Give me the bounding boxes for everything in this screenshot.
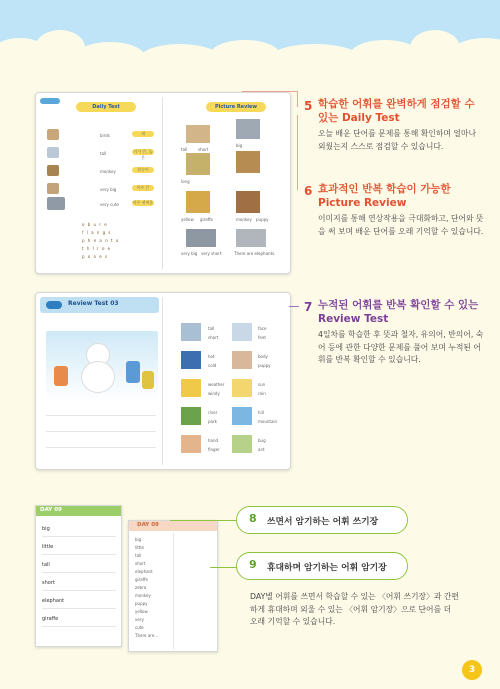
features-description: DAY별 어휘를 쓰면서 학습할 수 있는 〈어휘 쓰기장〉과 간편하게 휴대하며 외울 수 있는 〈어휘 암기장〉으로 단어를 더 오래 기억할 수 있습니다. <box>250 592 459 626</box>
writing-line <box>42 536 116 537</box>
writing-word-2: little <box>42 544 54 550</box>
review-image-short <box>236 151 260 173</box>
pocket-book <box>128 520 218 652</box>
review-image-elephant <box>186 229 216 247</box>
feature-8-connector <box>170 520 238 522</box>
spell-word-3: p h e a n t o <box>82 238 120 243</box>
daily-test-tab: Daily Test <box>76 102 136 112</box>
callout-7-title: 누적된 어휘를 반복 확인할 수 있는 Review Test <box>318 299 479 325</box>
feature-8-number: 8 <box>249 512 257 525</box>
child-figure <box>142 371 154 389</box>
callout-7 <box>304 298 484 367</box>
writing-book <box>35 505 122 647</box>
grid-label-6: windy <box>208 391 220 396</box>
review-image-big <box>236 119 260 139</box>
elephant-image <box>47 197 65 210</box>
grid-label-2: short <box>208 335 219 340</box>
answer-line <box>46 415 156 416</box>
review-test-title: Review Test 03 <box>68 300 119 307</box>
pocket-word-8: monkey <box>135 593 151 598</box>
spell-word-4: t h l r o e <box>82 246 112 251</box>
review-label-4: long <box>181 179 190 184</box>
writing-word-4: short <box>42 580 55 586</box>
grid-label-15: sun <box>258 382 266 387</box>
callout-5 <box>304 97 484 153</box>
pocket-word-12: cute <box>135 625 144 630</box>
grid-label-11: face <box>258 326 267 331</box>
pocket-word-7: zebra <box>135 585 147 590</box>
spelling-section <box>42 217 158 267</box>
callout-5-title: 학습한 어휘를 완벽하게 점검할 수 있는 Daily Test <box>318 98 475 124</box>
review-label-11: There are elephants. <box>234 251 276 256</box>
callout-6-number: 6 <box>304 184 313 198</box>
left-answer-3: 원숭이 <box>132 167 154 173</box>
left-word-1: birds <box>100 133 110 138</box>
cloud-shape <box>270 44 360 55</box>
grid-label-20: ant <box>258 447 265 452</box>
child-figure <box>126 361 140 383</box>
grid-label-19: bug <box>258 438 266 443</box>
callout-7-number: 7 <box>304 300 313 314</box>
review-label-5: yellow <box>181 217 194 222</box>
callout-line-6 <box>285 115 298 190</box>
callout-5-number: 5 <box>304 99 313 113</box>
grid-label-3: hot <box>208 354 215 359</box>
callout-6-desc: 이미지를 통해 연상작용을 극대화하고, 단어와 뜻을 써 보며 배운 단어를 오래 기억할 수 있습니다. <box>318 214 484 236</box>
grid-label-7: river <box>208 410 218 415</box>
grid-label-13: body <box>258 354 268 359</box>
pocket-book-day: DAY 09 <box>137 522 159 528</box>
pocket-word-3: tall <box>135 553 142 558</box>
grid-image-tall <box>181 323 201 341</box>
grid-label-9: hand <box>208 438 219 443</box>
callout-6 <box>304 182 484 238</box>
spell-word-1: o b u r e <box>82 222 108 227</box>
grid-label-18: mountain <box>258 419 278 424</box>
feature-9-pill <box>236 552 408 580</box>
left-word-3: monkey <box>100 169 116 174</box>
grid-image-river <box>181 407 201 425</box>
writing-word-6: giraffe <box>42 616 59 622</box>
pocket-divider <box>173 533 174 649</box>
left-answer-2: 키가 큰, 높은 <box>133 149 153 160</box>
review-label-1: tall <box>181 147 188 152</box>
left-word-5: very cute <box>100 202 119 207</box>
callout-5-desc: 오늘 배운 단어를 문제를 통해 확인하며 얼마나 외웠는지 스스로 점검할 수 있습니다. <box>318 129 476 151</box>
book-spread-review-test <box>35 292 291 470</box>
pocket-word-1: big <box>135 537 142 542</box>
left-word-2: tall <box>100 151 107 156</box>
review-label-10: puppy <box>256 217 269 222</box>
review-label-8: very short <box>201 251 222 256</box>
review-badge <box>46 301 62 309</box>
feature-8-title: 쓰면서 암기하는 어휘 쓰기장 <box>267 517 379 527</box>
writing-word-3: tall <box>42 562 50 568</box>
monkey-image <box>47 165 59 176</box>
header-band <box>0 0 500 55</box>
writing-line <box>42 590 116 591</box>
review-image-monkey <box>236 191 260 213</box>
pocket-word-13: There are... <box>135 633 159 638</box>
answer-line <box>46 431 156 432</box>
tall-image <box>47 147 59 158</box>
writing-line <box>42 554 116 555</box>
writing-word-5: elephant <box>42 598 65 604</box>
review-label-2: short <box>198 147 209 152</box>
review-image-giraffe <box>186 191 210 213</box>
feature-9-number: 9 <box>249 558 257 571</box>
grid-image-weather <box>181 379 201 397</box>
left-answer-4: 아주 큰 <box>132 185 154 191</box>
day-badge <box>40 98 60 104</box>
pocket-word-9: puppy <box>135 601 148 606</box>
callout-7-desc: 4일차를 학습한 후 뜻과 철자, 유의어, 반의어, 숙어 등에 관한 다양한 문제를 풀어 보며 누적된 어휘를 반복 확인할 수 있습니다. <box>318 330 484 364</box>
grid-label-12: feet <box>258 335 266 340</box>
writing-book-day: DAY 09 <box>40 507 62 513</box>
grid-label-14: puppy <box>258 363 271 368</box>
left-word-4: very big <box>100 187 117 192</box>
cloud-shape <box>140 44 220 55</box>
grid-image-sun <box>232 379 252 397</box>
spell-word-5: p o o e s <box>82 254 109 259</box>
matching-section <box>42 117 158 212</box>
writing-word-1: big <box>42 526 50 532</box>
spell-word-2: f l a n g s <box>82 230 112 235</box>
deer-image <box>47 183 59 194</box>
grid-label-17: hill <box>258 410 264 415</box>
review-image-tall <box>186 125 210 143</box>
writing-line <box>42 572 116 573</box>
writing-line <box>42 626 116 627</box>
left-answer-5: 아주 귀여운 <box>132 200 154 205</box>
pocket-word-5: elephant <box>135 569 153 574</box>
pocket-word-11: very <box>135 617 144 622</box>
feature-8-pill <box>236 506 408 534</box>
writing-line <box>42 608 116 609</box>
pocket-word-4: short <box>135 561 146 566</box>
review-image-long <box>186 153 210 175</box>
review-label-3: big <box>236 143 243 148</box>
grid-image-hill <box>232 407 252 425</box>
grid-image-hand <box>181 435 201 453</box>
callout-6-title: 효과적인 반복 학습이 가능한 Picture Review <box>318 183 451 209</box>
feature-9-connector <box>210 567 238 568</box>
book-spread-daily-test <box>35 92 291 274</box>
grid-image-bug <box>232 435 252 453</box>
callout-line-5 <box>242 91 298 107</box>
review-label-7: very big <box>181 251 198 256</box>
pocket-word-2: little <box>135 545 144 550</box>
review-image-elephants <box>236 229 266 247</box>
grid-label-5: weather <box>208 382 225 387</box>
child-figure <box>54 366 68 386</box>
cloud-shape <box>75 42 145 55</box>
grid-label-4: cold <box>208 363 217 368</box>
grid-image-face <box>232 323 252 341</box>
cloud-shape <box>210 40 280 55</box>
grid-label-8: park <box>208 419 217 424</box>
pocket-word-6: giraffe <box>135 577 148 582</box>
snowman-body <box>81 361 115 393</box>
bird-image <box>47 129 59 140</box>
picture-review-tab: Picture Review <box>206 102 266 112</box>
grid-image-hot <box>181 351 201 369</box>
review-label-6: giraffe <box>200 217 213 222</box>
feature-9-title: 휴대하며 암기하는 어휘 암기장 <box>267 563 387 573</box>
page-gutter <box>162 97 163 269</box>
winter-illustration <box>46 331 158 401</box>
page-number-badge: 3 <box>462 660 482 680</box>
answer-line <box>46 447 156 448</box>
pocket-word-10: yellow <box>135 609 148 614</box>
grid-label-16: rain <box>258 391 266 396</box>
page-gutter <box>162 297 163 465</box>
grid-label-1: tall <box>208 326 215 331</box>
callout-line-7 <box>289 306 299 307</box>
grid-image-body <box>232 351 252 369</box>
review-label-9: monkey <box>236 217 252 222</box>
grid-label-10: finger <box>208 447 220 452</box>
left-answer-1: 새 <box>132 131 154 137</box>
